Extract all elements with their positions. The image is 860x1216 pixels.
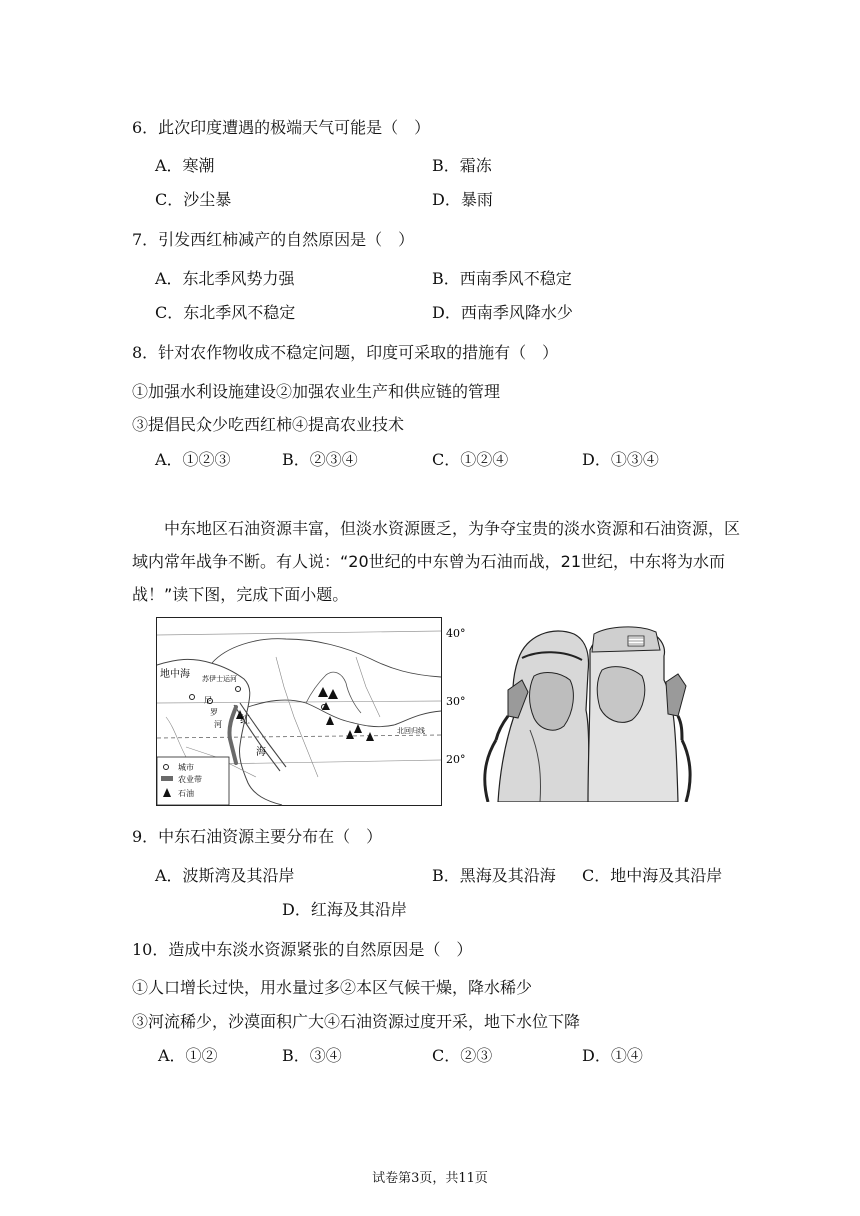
q10-option-a: A．①②: [158, 1046, 218, 1065]
q6-stem: 6．此次印度遭遇的极端天气可能是（ ）: [132, 118, 431, 137]
q7-stem: 7．引发西红柿减产的自然原因是（ ）: [132, 230, 415, 249]
label-red: 红: [240, 715, 250, 726]
label-mediterranean: 地中海: [160, 669, 190, 680]
q10-option-b: B．③④: [282, 1046, 342, 1065]
q8-option-b: B．②③④: [282, 450, 358, 469]
q8-statement-line-1: ①加强水利设施建设②加强农业生产和供应链的管理: [132, 382, 501, 401]
label-nile-1: 尼: [204, 696, 212, 705]
q10-stem: 10．造成中东淡水资源紧张的自然原因是（ ）: [132, 940, 473, 959]
page-footer: 试卷第3页，共11页: [372, 1171, 488, 1186]
q6-option-d: D．暴雨: [432, 190, 493, 209]
q7-option-d: D．西南季风降水少: [432, 303, 573, 322]
q10-option-c: C．②③: [432, 1046, 493, 1065]
lat-20: 20°: [446, 753, 466, 766]
q7-option-a: A．东北季风势力强: [155, 269, 295, 288]
q10-statement-line-2: ③河流稀少，沙漠面积广大④石油资源过度开采，地下水位下降: [132, 1012, 581, 1031]
q9-option-c: C．地中海及其沿岸: [582, 866, 723, 885]
legend-city: 城市: [178, 763, 194, 772]
q6-option-c: C．沙尘暴: [155, 190, 232, 209]
q10-statement-line-1: ①人口增长过快，用水量过多②本区气候干燥，降水稀少: [132, 978, 533, 997]
middle-east-map: [156, 617, 474, 807]
label-suez: 苏伊士运河: [202, 675, 237, 683]
q9-stem: 9．中东石油资源主要分布在（ ）: [132, 827, 383, 846]
q9-option-d: D．红海及其沿岸: [282, 900, 407, 919]
q9-option-b: B．黑海及其沿海: [432, 866, 556, 885]
q8-option-a: A．①②③: [155, 450, 231, 469]
passage-text: 中东地区石油资源丰富，但淡水资源匮乏，为争夺宝贵的淡水资源和石油资源，区域内常年战争不断。有人说：“20世纪的中东曾为石油而战，21世纪，中东将为水而战！”读下图，完成下面小题。: [132, 519, 741, 604]
q6-option-a: A．寒潮: [155, 156, 215, 175]
reading-passage: [132, 512, 742, 611]
q10-option-d: D．①④: [582, 1046, 643, 1065]
q8-option-d: D．①③④: [582, 450, 659, 469]
q8-option-c: C．①②④: [432, 450, 509, 469]
q9-option-a: A．波斯湾及其沿岸: [155, 866, 295, 885]
legend-oil: 石油: [178, 789, 194, 798]
lat-30: 30°: [446, 695, 466, 708]
q8-stem: 8．针对农作物收成不稳定问题，印度可采取的措施有（ ）: [132, 343, 559, 362]
oil-cartoon-illustration: [478, 620, 696, 802]
q7-option-b: B．西南季风不稳定: [432, 269, 572, 288]
label-sea: 海: [256, 747, 266, 758]
label-nile-2: 罗: [210, 708, 218, 717]
q8-statement-line-2: ③提倡民众少吃西红柿④提高农业技术: [132, 415, 405, 434]
label-nile-3: 河: [214, 720, 222, 729]
lat-40: 40°: [446, 627, 466, 640]
q7-option-c: C．东北季风不稳定: [155, 303, 296, 322]
legend-farm: 农业带: [178, 775, 202, 784]
q6-option-b: B．霜冻: [432, 156, 492, 175]
label-tropic: 北回归线: [397, 727, 425, 735]
